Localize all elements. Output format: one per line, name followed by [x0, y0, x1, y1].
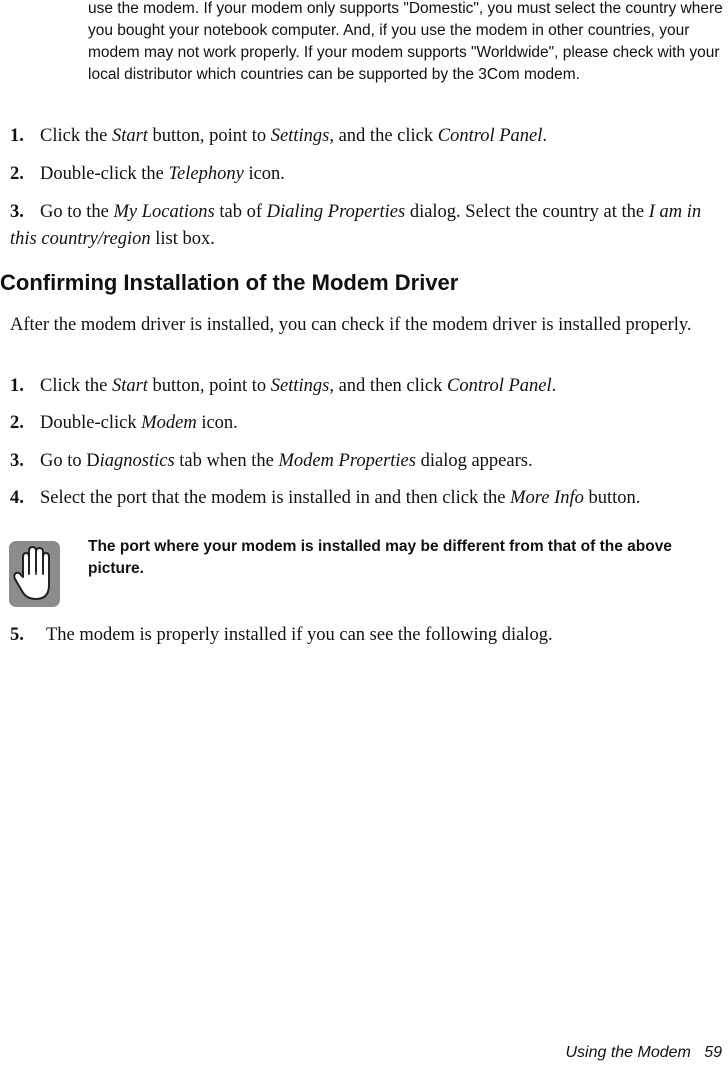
step-number: 1.	[10, 376, 24, 396]
list-item: 4. Select the port that the modem is installed in and then click the More Info button.	[10, 485, 722, 512]
list-item: 1. Click the Start button, point to Settings, and then click Control Panel.	[10, 373, 722, 400]
caution-text: The port where your modem is installed may be different from that of the above picture.	[88, 538, 672, 577]
list-item: 3. Go to Diagnostics tab when the Modem Properties dialog appears.	[10, 448, 722, 475]
step-number: 2.	[10, 413, 24, 433]
step-number: 3.	[10, 451, 24, 471]
list-item: 3. Go to the My Locations tab of Dialing Properties dialog. Select the country at the I am in this country/region list box.	[10, 199, 722, 253]
list-item: 5. The modem is properly installed if you can see the following dialog.	[10, 622, 722, 649]
stop-hand-icon	[9, 541, 60, 607]
intro-note: use the modem. If your modem only supports "Domestic", you must select the country where you bought your notebook computer. And, if you use the modem in other countries, your modem may not work properly. If your modem supports "Worldwide", please check with your local distributor which countries can be supported by the 3Com modem.	[88, 0, 723, 83]
list-item: 1. Click the Start button, point to Settings, and the click Control Panel.	[10, 123, 722, 150]
step-number: 5.	[10, 625, 24, 645]
step-number: 3.	[10, 202, 24, 222]
section-heading: Confirming Installation of the Modem Driver	[0, 270, 459, 295]
hand-glyph	[9, 541, 60, 607]
page-footer	[565, 1044, 722, 1062]
footer-section: Using the Modem	[565, 1044, 691, 1061]
section-intro: After the modem driver is installed, you can check if the modem driver is installed properly.	[10, 315, 692, 335]
step-number: 1.	[10, 126, 24, 146]
list-item: 2. Double-click the Telephony icon.	[10, 161, 722, 188]
page-number: 59	[704, 1044, 722, 1061]
step-number: 2.	[10, 164, 24, 184]
list-item: 2. Double-click Modem icon.	[10, 410, 722, 437]
step-number: 4.	[10, 488, 24, 508]
